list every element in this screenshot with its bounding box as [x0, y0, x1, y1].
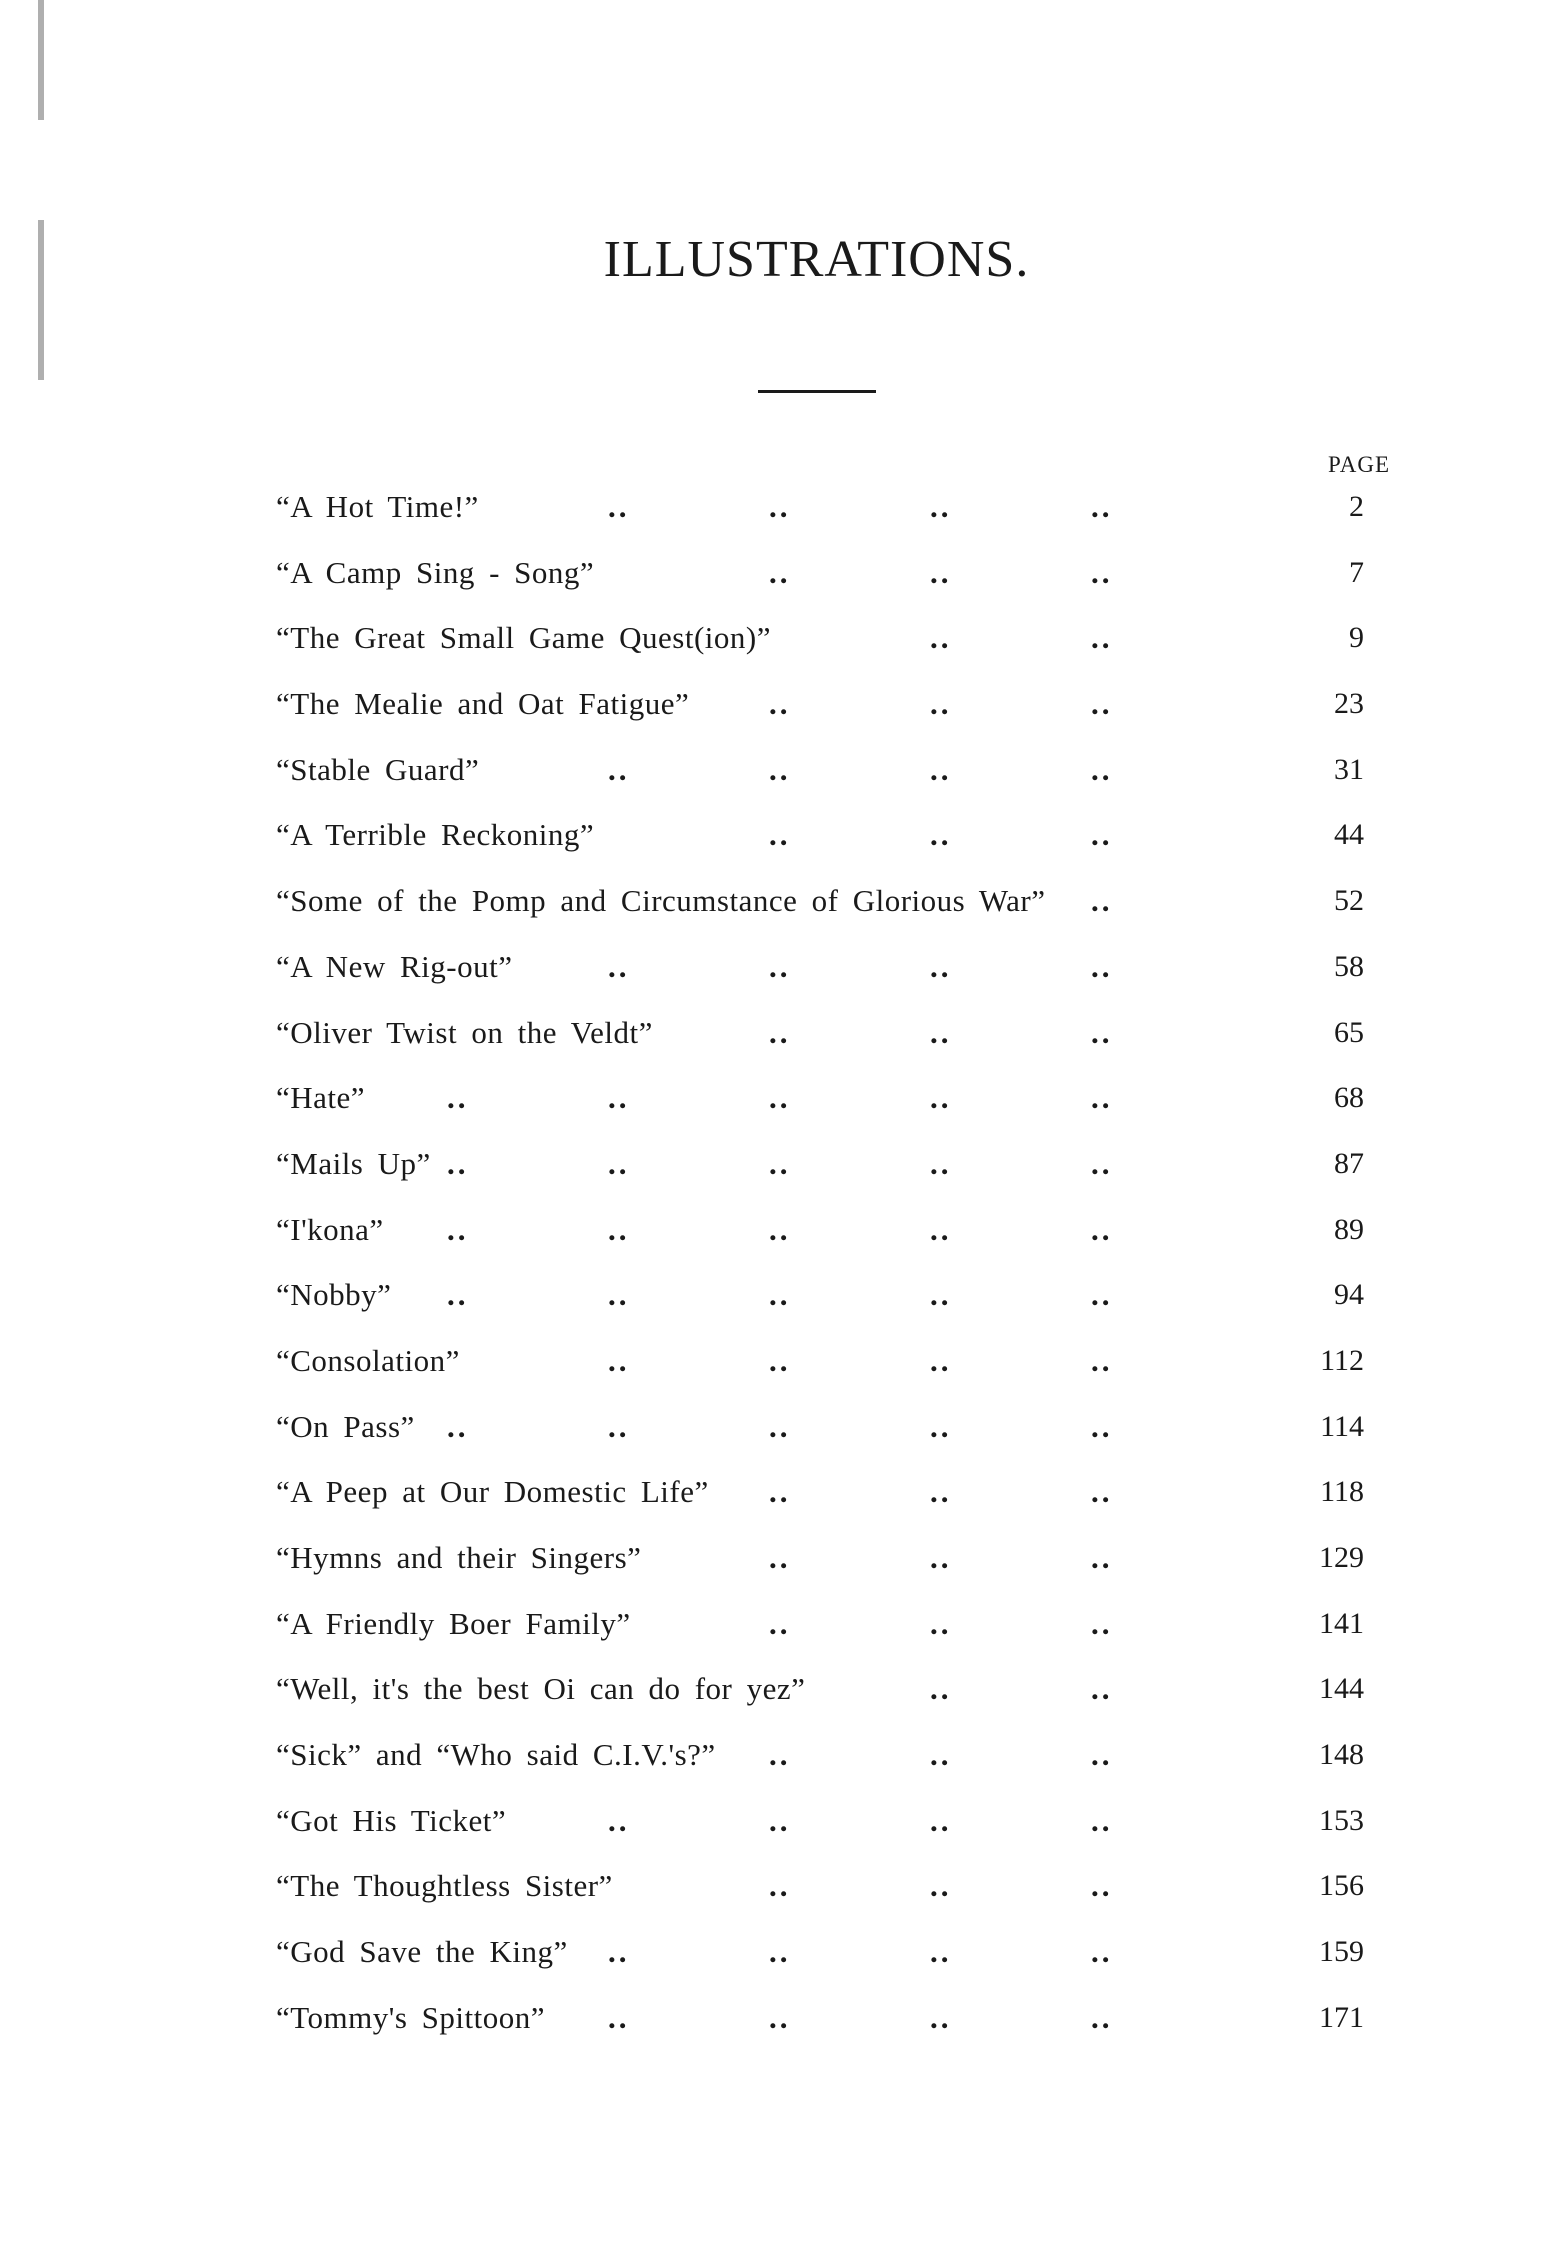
leader-dot: ..	[930, 1014, 952, 1050]
list-item	[276, 1932, 1386, 1998]
page-number: 144	[1319, 1672, 1364, 1706]
leader-dot: ..	[1091, 1868, 1113, 1904]
leader-dot: ..	[930, 1145, 952, 1181]
leader-dot: ..	[930, 751, 952, 787]
list-item	[276, 1801, 1386, 1867]
illustration-title: “A New Rig-out”	[276, 948, 513, 984]
page-number: 114	[1320, 1409, 1364, 1443]
illustration-title: “Got His Ticket”	[276, 1802, 507, 1838]
dot-leaders	[276, 487, 1236, 527]
leader-dot: ..	[608, 1211, 630, 1247]
leader-dot: ..	[769, 1145, 791, 1181]
list-item	[276, 684, 1386, 750]
leader-dot: ..	[930, 948, 952, 984]
scan-edge-mark	[38, 0, 44, 120]
leader-dot: ..	[930, 1211, 952, 1247]
illustration-title: “A Peep at Our Domestic Life”	[276, 1474, 709, 1510]
list-item	[276, 1275, 1386, 1341]
leader-dot: ..	[608, 751, 630, 787]
list-item	[276, 1407, 1386, 1473]
leader-dot: ..	[1091, 686, 1113, 722]
illustration-title: “Hymns and their Singers”	[276, 1540, 642, 1575]
leader-dot: ..	[769, 817, 791, 853]
leader-dot: ..	[447, 1408, 469, 1444]
leader-dot: ..	[1091, 1802, 1113, 1838]
dot-leaders	[276, 553, 1236, 593]
leader-dot: ..	[769, 1540, 791, 1575]
dot-leaders	[276, 1078, 1236, 1118]
list-item	[276, 553, 1386, 619]
dot-leaders	[276, 1275, 1236, 1315]
leader-dot: ..	[1091, 1540, 1113, 1575]
dot-leaders	[276, 1932, 1236, 1972]
leader-dot: ..	[930, 817, 952, 853]
leader-dot: ..	[769, 489, 791, 524]
illustration-title: “The Thoughtless Sister”	[276, 1868, 613, 1904]
dot-leaders	[276, 881, 1236, 921]
leader-dot: ..	[608, 948, 630, 984]
illustration-title: “Stable Guard”	[276, 751, 480, 787]
leader-dot: ..	[930, 1737, 952, 1773]
leader-dot: ..	[930, 686, 952, 722]
leader-dot: ..	[769, 948, 791, 984]
leader-dot: ..	[1091, 883, 1113, 919]
leader-dot: ..	[769, 1277, 791, 1313]
leader-dot: ..	[1091, 1671, 1113, 1707]
leader-dot: ..	[447, 1211, 469, 1247]
illustration-title: “Oliver Twist on the Veldt”	[276, 1014, 653, 1050]
page-number: 65	[1334, 1015, 1364, 1049]
dot-leaders	[276, 750, 1236, 790]
dot-leaders	[276, 618, 1236, 658]
page-number: 31	[1334, 752, 1364, 786]
illustration-title: “I'kona”	[276, 1211, 384, 1247]
list-item	[276, 618, 1386, 684]
page-number: 7	[1349, 555, 1364, 589]
leader-dot: ..	[608, 1342, 630, 1378]
leader-dot: ..	[930, 620, 952, 656]
leader-dot: ..	[930, 1868, 952, 1904]
leader-dot: ..	[769, 1342, 791, 1378]
leader-dot: ..	[608, 1277, 630, 1313]
illustration-title: “Sick” and “Who said C.I.V.'s?”	[276, 1737, 716, 1773]
leader-dot: ..	[1091, 1277, 1113, 1313]
page-number: 68	[1334, 1081, 1364, 1115]
leader-dot: ..	[1091, 948, 1113, 984]
leader-dot: ..	[769, 751, 791, 787]
leader-dot: ..	[769, 1080, 791, 1116]
leader-dot: ..	[930, 489, 952, 524]
leader-dot: ..	[1091, 1080, 1113, 1116]
leader-dot: ..	[447, 1080, 469, 1116]
list-item	[276, 1998, 1386, 2064]
leader-dot: ..	[608, 1145, 630, 1181]
leader-dot: ..	[930, 1999, 952, 2035]
illustration-title: “Mails Up”	[276, 1145, 431, 1181]
leader-dot: ..	[1091, 1211, 1113, 1247]
page-number: 141	[1319, 1606, 1364, 1640]
leader-dot: ..	[1091, 1934, 1113, 1970]
illustration-title: “Some of the Pomp and Circumstance of Glorious War”	[276, 883, 1046, 919]
leader-dot: ..	[1091, 1145, 1113, 1181]
list-item	[276, 1538, 1386, 1604]
leader-dot: ..	[769, 1474, 791, 1510]
leader-dot: ..	[930, 1408, 952, 1444]
illustration-title: “A Camp Sing - Song”	[276, 554, 595, 590]
dot-leaders	[276, 1144, 1236, 1184]
leader-dot: ..	[608, 1408, 630, 1444]
illustrations-list	[276, 487, 1386, 2064]
leader-dot: ..	[930, 1080, 952, 1116]
leader-dot: ..	[930, 1277, 952, 1313]
page-number: 159	[1319, 1935, 1364, 1969]
page-number: 23	[1334, 687, 1364, 721]
illustration-title: “A Terrible Reckoning”	[276, 817, 595, 853]
page-column-label: PAGE	[1328, 452, 1390, 477]
page-number: 156	[1319, 1869, 1364, 1903]
leader-dot: ..	[1091, 1737, 1113, 1773]
leader-dot: ..	[769, 1737, 791, 1773]
illustration-title: “A Hot Time!”	[276, 489, 479, 524]
dot-leaders	[276, 947, 1236, 987]
leader-dot: ..	[769, 1605, 791, 1641]
dot-leaders	[276, 1341, 1236, 1381]
illustration-title: “On Pass”	[276, 1408, 415, 1444]
leader-dot: ..	[930, 1671, 952, 1707]
leader-dot: ..	[930, 1605, 952, 1641]
page-number: 153	[1319, 1803, 1364, 1837]
leader-dot: ..	[769, 1999, 791, 2035]
list-item	[276, 1078, 1386, 1144]
leader-dot: ..	[769, 1014, 791, 1050]
leader-dot: ..	[930, 1474, 952, 1510]
page-number: 118	[1320, 1475, 1364, 1509]
list-item	[276, 1604, 1386, 1670]
leader-dot: ..	[769, 686, 791, 722]
page-number: 129	[1319, 1541, 1364, 1574]
leader-dot: ..	[1091, 1474, 1113, 1510]
leader-dot: ..	[930, 554, 952, 590]
page-number: 44	[1334, 818, 1364, 852]
dot-leaders	[276, 1538, 1236, 1578]
leader-dot: ..	[1091, 817, 1113, 853]
dot-leaders	[276, 684, 1236, 724]
illustration-title: “Tommy's Spittoon”	[276, 1999, 545, 2035]
dot-leaders	[276, 1210, 1236, 1250]
illustration-title: “Consolation”	[276, 1342, 460, 1378]
list-item	[276, 750, 1386, 816]
leader-dot: ..	[930, 1540, 952, 1575]
dot-leaders	[276, 1407, 1236, 1447]
illustration-title: “God Save the King”	[276, 1934, 568, 1970]
list-item	[276, 815, 1386, 881]
page-number: 89	[1334, 1212, 1364, 1246]
leader-dot: ..	[1091, 751, 1113, 787]
dot-leaders	[276, 1998, 1236, 2038]
leader-dot: ..	[1091, 1342, 1113, 1378]
leader-dot: ..	[769, 1211, 791, 1247]
leader-dot: ..	[930, 1802, 952, 1838]
list-item	[276, 1341, 1386, 1407]
leader-dot: ..	[608, 1934, 630, 1970]
leader-dot: ..	[769, 554, 791, 590]
page-number: 148	[1319, 1738, 1364, 1772]
dot-leaders	[276, 1604, 1236, 1644]
leader-dot: ..	[930, 1934, 952, 1970]
list-item	[276, 947, 1386, 1013]
page-number: 171	[1319, 2000, 1364, 2034]
illustration-title: “A Friendly Boer Family”	[276, 1605, 631, 1641]
list-item	[276, 1472, 1386, 1538]
leader-dot: ..	[769, 1802, 791, 1838]
dot-leaders	[276, 815, 1236, 855]
leader-dot: ..	[1091, 620, 1113, 656]
page-heading: ILLUSTRATIONS.	[603, 231, 1030, 288]
leader-dot: ..	[1091, 1408, 1113, 1444]
page-number: 94	[1334, 1278, 1364, 1312]
leader-dot: ..	[1091, 489, 1113, 524]
list-item	[276, 1144, 1386, 1210]
page-number: 52	[1334, 884, 1364, 918]
list-item	[276, 1735, 1386, 1801]
page-number: 112	[1320, 1343, 1364, 1377]
list-item	[276, 1013, 1386, 1079]
heading-rule	[758, 390, 876, 393]
leader-dot: ..	[930, 1342, 952, 1378]
dot-leaders	[276, 1472, 1236, 1512]
dot-leaders	[276, 1013, 1236, 1053]
leader-dot: ..	[1091, 1999, 1113, 2035]
leader-dot: ..	[608, 1802, 630, 1838]
leader-dot: ..	[608, 1999, 630, 2035]
leader-dot: ..	[769, 1934, 791, 1970]
list-item	[276, 1669, 1386, 1735]
illustration-title: “Hate”	[276, 1080, 366, 1116]
dot-leaders	[276, 1866, 1236, 1906]
page-number: 87	[1334, 1146, 1364, 1180]
leader-dot: ..	[608, 489, 630, 524]
dot-leaders	[276, 1669, 1236, 1709]
illustration-title: “Well, it's the best Oi can do for yez”	[276, 1671, 806, 1707]
leader-dot: ..	[447, 1277, 469, 1313]
list-item	[276, 1210, 1386, 1276]
leader-dot: ..	[1091, 554, 1113, 590]
list-item	[276, 881, 1386, 947]
list-item	[276, 1866, 1386, 1932]
illustration-title: “Nobby”	[276, 1277, 392, 1313]
page-number: 9	[1349, 621, 1364, 655]
leader-dot: ..	[447, 1145, 469, 1181]
leader-dot: ..	[769, 1868, 791, 1904]
list-item	[276, 487, 1386, 553]
page-number: 2	[1349, 490, 1364, 523]
illustration-title: “The Mealie and Oat Fatigue”	[276, 686, 690, 722]
leader-dot: ..	[608, 1080, 630, 1116]
illustration-title: “The Great Small Game Quest(ion)”	[276, 620, 771, 656]
leader-dot: ..	[1091, 1014, 1113, 1050]
leader-dot: ..	[1091, 1605, 1113, 1641]
leader-dot: ..	[769, 1408, 791, 1444]
dot-leaders	[276, 1801, 1236, 1841]
dot-leaders	[276, 1735, 1236, 1775]
page-number: 58	[1334, 949, 1364, 983]
